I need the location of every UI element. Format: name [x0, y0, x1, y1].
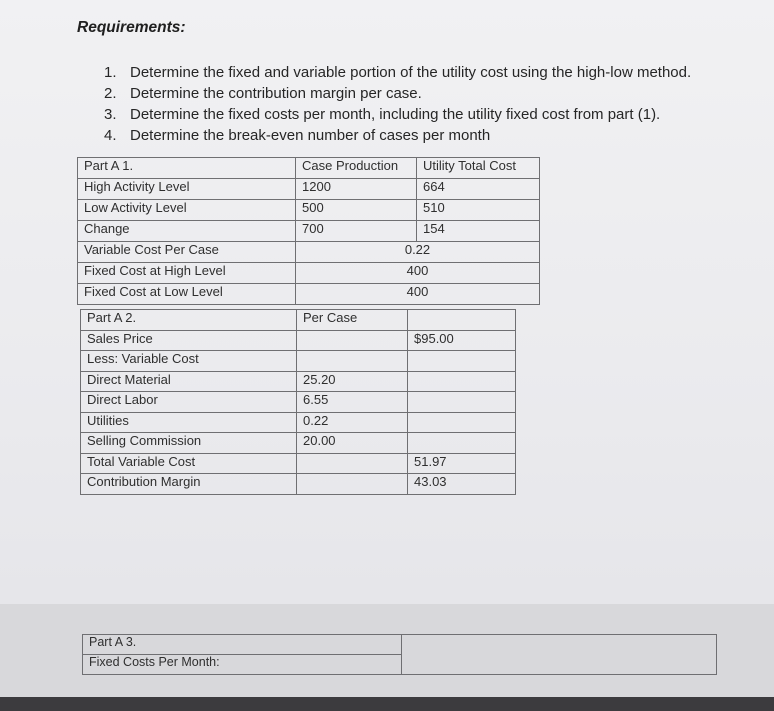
table-row	[81, 371, 516, 392]
table-row	[81, 412, 516, 433]
row-label: Fixed Cost at Low Level	[78, 284, 296, 305]
total-cell[interactable]	[408, 392, 516, 413]
row-label: Low Activity Level	[78, 200, 296, 221]
requirement-text: Determine the fixed costs per month, including the utility fixed cost from part (1).	[130, 106, 661, 123]
requirement-number: 2.	[104, 85, 117, 102]
row-label: Selling Commission	[81, 433, 297, 454]
row-label: Sales Price	[81, 330, 297, 351]
table-row	[78, 284, 540, 305]
utility-cost-cell[interactable]: 664	[417, 179, 540, 200]
row-label: Total Variable Cost	[81, 453, 297, 474]
row-label: High Activity Level	[78, 179, 296, 200]
fixed-cost-low-value[interactable]: 400	[296, 284, 540, 305]
total-cell[interactable]: $95.00	[408, 330, 516, 351]
screen-bezel	[0, 697, 774, 711]
case-production-cell[interactable]: 700	[296, 221, 417, 242]
table-row	[78, 263, 540, 284]
fixed-costs-per-month-label: Fixed Costs Per Month:	[83, 655, 402, 675]
total-cell[interactable]	[408, 371, 516, 392]
utility-cost-cell[interactable]: 154	[417, 221, 540, 242]
total-cell[interactable]: 51.97	[408, 453, 516, 474]
requirement-text: Determine the contribution margin per case.	[130, 85, 422, 102]
part-a1-label: Part A 1.	[78, 158, 296, 179]
table-row	[78, 221, 540, 242]
utility-total-cost-header: Utility Total Cost	[417, 158, 540, 179]
part-a2-table	[80, 309, 516, 495]
requirement-number: 1.	[104, 64, 117, 81]
row-label: Variable Cost Per Case	[78, 242, 296, 263]
table-row	[78, 179, 540, 200]
total-cell[interactable]	[408, 412, 516, 433]
case-production-header: Case Production	[296, 158, 417, 179]
requirements-title: Requirements:	[77, 19, 186, 36]
row-label: Utilities	[81, 412, 297, 433]
table-row	[78, 200, 540, 221]
per-case-cell[interactable]: 25.20	[297, 371, 408, 392]
part-a1-table	[77, 157, 540, 305]
per-case-cell[interactable]	[297, 330, 408, 351]
requirement-item	[104, 83, 691, 104]
case-production-cell[interactable]: 500	[296, 200, 417, 221]
table-header-row	[83, 635, 717, 655]
requirement-text: Determine the break-even number of cases per month	[130, 127, 491, 144]
case-production-cell[interactable]: 1200	[296, 179, 417, 200]
part-a3-label: Part A 3.	[83, 635, 402, 655]
per-case-cell[interactable]: 20.00	[297, 433, 408, 454]
per-case-cell[interactable]	[297, 453, 408, 474]
table-header-row	[78, 158, 540, 179]
fixed-costs-per-month-value[interactable]	[402, 635, 717, 675]
part-a3-table	[82, 634, 717, 675]
requirements-list	[104, 62, 691, 146]
per-case-cell[interactable]: 0.22	[297, 412, 408, 433]
utility-cost-cell[interactable]: 510	[417, 200, 540, 221]
table-row	[81, 330, 516, 351]
requirement-number: 3.	[104, 106, 117, 123]
requirement-number: 4.	[104, 127, 117, 144]
requirement-item	[104, 125, 691, 146]
table-header-row	[81, 310, 516, 331]
row-label: Direct Labor	[81, 392, 297, 413]
row-label: Contribution Margin	[81, 474, 297, 495]
per-case-cell[interactable]: 6.55	[297, 392, 408, 413]
table-row	[81, 453, 516, 474]
row-label: Change	[78, 221, 296, 242]
total-cell[interactable]	[408, 433, 516, 454]
table-row	[81, 474, 516, 495]
variable-cost-per-case-value[interactable]: 0.22	[296, 242, 540, 263]
per-case-cell[interactable]	[297, 351, 408, 372]
row-label: Less: Variable Cost	[81, 351, 297, 372]
part-a2-label: Part A 2.	[81, 310, 297, 331]
total-header	[408, 310, 516, 331]
total-cell[interactable]	[408, 351, 516, 372]
row-label: Fixed Cost at High Level	[78, 263, 296, 284]
table-row	[78, 242, 540, 263]
requirement-item	[104, 104, 691, 125]
fixed-cost-high-value[interactable]: 400	[296, 263, 540, 284]
per-case-cell[interactable]	[297, 474, 408, 495]
table-row	[81, 392, 516, 413]
requirement-text: Determine the fixed and variable portion of the utility cost using the high-low method.	[130, 64, 692, 81]
total-cell[interactable]: 43.03	[408, 474, 516, 495]
row-label: Direct Material	[81, 371, 297, 392]
per-case-header: Per Case	[297, 310, 408, 331]
table-row	[81, 351, 516, 372]
table-row	[81, 433, 516, 454]
requirement-item	[104, 62, 691, 83]
